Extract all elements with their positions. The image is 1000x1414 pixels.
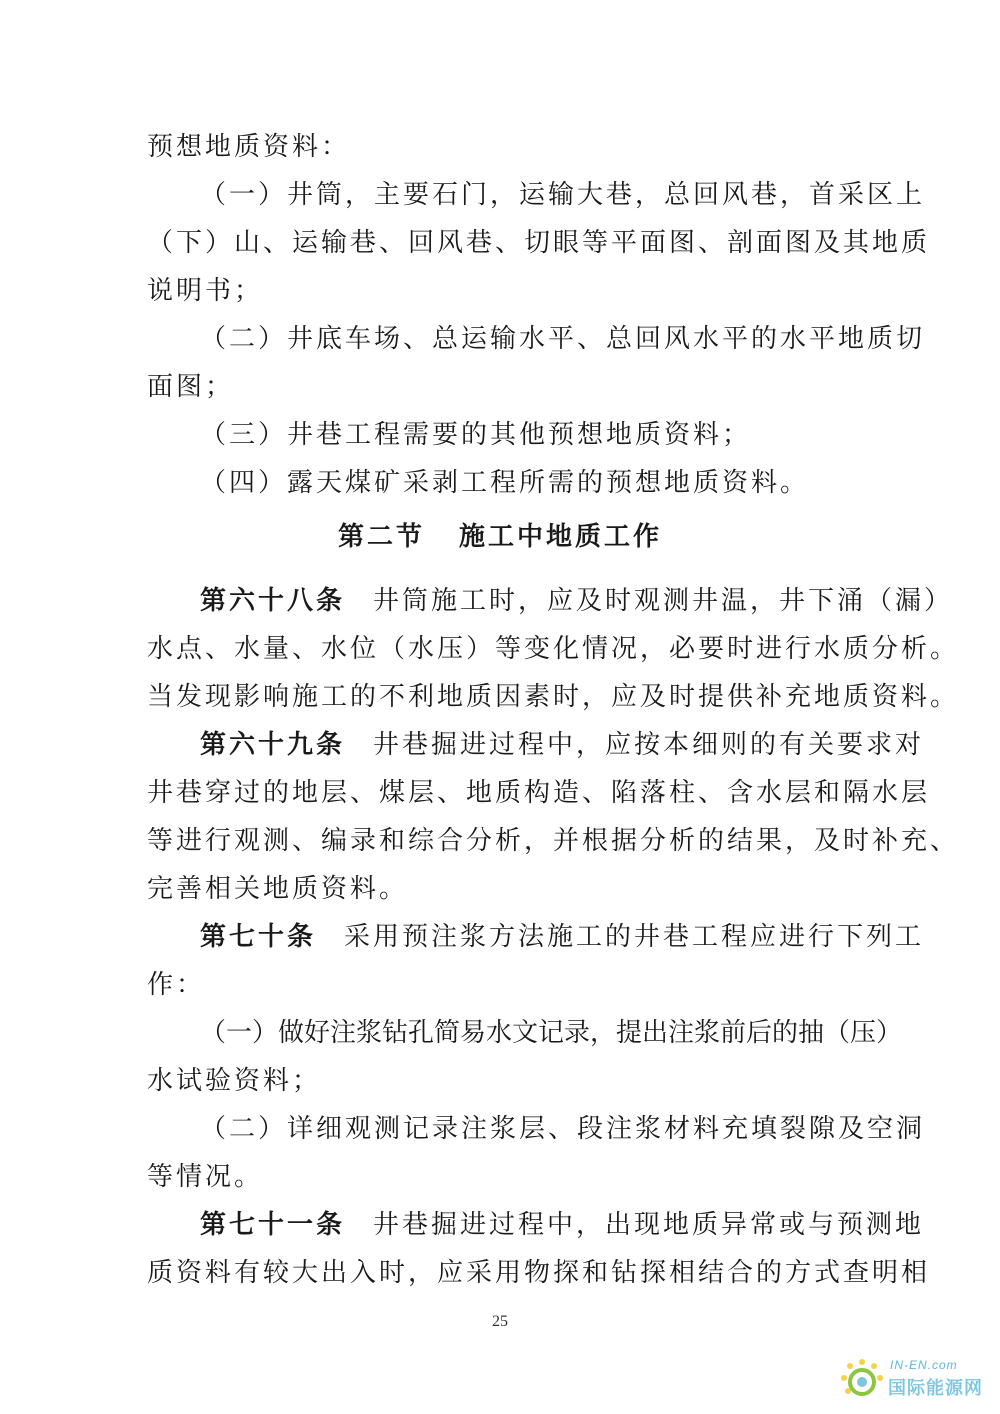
page-number: 25 (492, 1313, 508, 1330)
article-label: 第六十九条 (200, 730, 346, 760)
article-label: 第六十八条 (200, 586, 346, 616)
text-line: （四）露天煤矿采剥工程所需的预想地质资料。 (200, 468, 810, 498)
article-71 (200, 1210, 925, 1240)
section-title: 施工中地质工作 (459, 522, 663, 552)
article-70 (200, 922, 925, 952)
text-line: 水试验资料； (147, 1066, 322, 1096)
watermark (838, 1352, 994, 1408)
text-line: （下）山、运输巷、回风巷、切眼等平面图、剖面图及其地质 (147, 228, 931, 258)
text-line: （二）详细观测记录注浆层、段注浆材料充填裂隙及空洞 (200, 1114, 926, 1144)
text-line: 等情况。 (147, 1162, 264, 1192)
watermark-cn: 国际能源网 (888, 1378, 983, 1399)
article-68 (200, 586, 954, 616)
text-line: 质资料有较大出入时，应采用物探和钻探相结合的方式查明相 (147, 1258, 931, 1288)
text-line: 当发现影响施工的不利地质因素时，应及时提供补充地质资料。 (147, 682, 960, 712)
section-number: 第二节 (337, 522, 425, 552)
text-line: 完善相关地质资料。 (147, 874, 409, 904)
text-line: 井巷穿过的地层、煤层、地质构造、陷落柱、含水层和隔水层 (147, 778, 931, 808)
text-line: （二）井底车场、总运输水平、总回风水平的水平地质切 (200, 324, 926, 354)
text-line: 说明书； (147, 276, 264, 306)
text-line: 等进行观测、编录和综合分析，并根据分析的结果，及时补充、 (147, 826, 960, 856)
text-line: 预想地质资料： (147, 132, 351, 162)
section-heading (0, 522, 1000, 552)
text-line: 面图； (147, 372, 235, 402)
text-line: （一）做好注浆钻孔简易水文记录，提出注浆前后的抽（压） (200, 1018, 903, 1048)
text-line: （一）井筒，主要石门，运输大巷，总回风巷，首采区上 (200, 180, 926, 210)
text-line: 作： (147, 970, 206, 1000)
watermark-en: IN-EN.com (890, 1358, 958, 1372)
article-69 (200, 730, 925, 760)
text-line: 水点、水量、水位（水压）等变化情况，必要时进行水质分析。 (147, 634, 960, 664)
article-text: 井筒施工时，应及时观测井温，井下涌（漏） (373, 586, 954, 616)
article-label: 第七十条 (200, 922, 317, 952)
text-line: （三）井巷工程需要的其他预想地质资料； (200, 420, 752, 450)
article-text: 井巷掘进过程中，应按本细则的有关要求对 (373, 730, 925, 760)
article-text: 井巷掘进过程中，出现地质异常或与预测地 (373, 1210, 925, 1240)
article-label: 第七十一条 (200, 1210, 346, 1240)
article-text: 采用预注浆方法施工的井巷工程应进行下列工 (344, 922, 925, 952)
sun-logo-icon (838, 1356, 886, 1404)
